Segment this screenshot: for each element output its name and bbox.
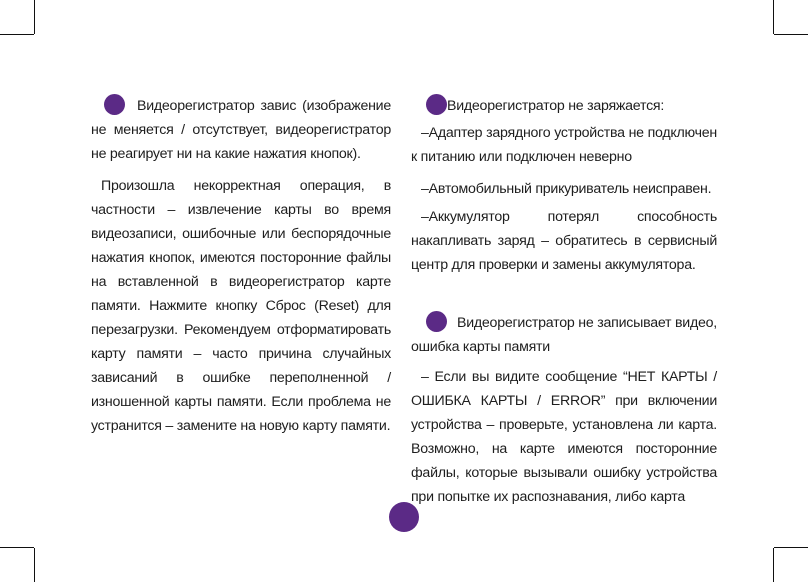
crop-mark-top-left-h bbox=[0, 34, 34, 35]
section-charging-title bbox=[411, 94, 717, 118]
section-recording-title-text: Видеорегистратор не записывает видео, ошибка карты памяти bbox=[411, 315, 717, 355]
crop-mark-bottom-left-h bbox=[0, 547, 34, 548]
crop-mark-bottom-right-v bbox=[773, 548, 774, 582]
charging-item-2: –Автомобильный прикуриватель неисправен. bbox=[421, 181, 712, 197]
crop-mark-top-right-h bbox=[774, 34, 808, 35]
bullet-icon bbox=[104, 94, 125, 115]
section-recording-body: – Если вы видите сообщение “НЕТ КАРТЫ / ОШИБКА КАРТЫ / ERROR” при включении устройства – проверьте, установлена ли карта. Возможно, на карте имеются посторонние файлы, которые вызывали ошибку устройства при попытке их распознавания, либо карта bbox=[411, 369, 717, 505]
crop-mark-bottom-left-v bbox=[34, 548, 35, 582]
left-column bbox=[91, 94, 391, 438]
crop-mark-top-left-v bbox=[34, 0, 35, 34]
section-recording-title bbox=[411, 311, 717, 359]
crop-mark-bottom-right-h bbox=[774, 547, 808, 548]
section-frozen-body: Произошла некорректная операция, в частности – извлечение карты во время видеозаписи, ошибочные или беспорядочные нажатия кнопок, имеются посторонние файлы на вставленной в видеорегистратор карте памяти. Нажмите кнопку Сброс (Reset) для перезагрузки. Рекомендуем отформатировать карту памяти – часто причина случайных зависаний в ошибке переполненной / изношенной карты памяти. Если проблема не устранится – замените на новую карту памяти. bbox=[91, 178, 391, 434]
section-charging-title-text: Видеорегистратор не заряжается: bbox=[447, 98, 665, 114]
bullet-icon bbox=[426, 94, 447, 115]
section-frozen-title-text: Видеорегистратор завис (изображение не меняется / отсутствует, видеорегистратор не реагирует ни на какие нажатия кнопок). bbox=[91, 98, 391, 162]
page-marker-dot bbox=[389, 502, 419, 532]
spacer bbox=[91, 166, 391, 174]
charging-item-1: –Адаптер зарядного устройства не подключен к питанию или подключен неверно bbox=[411, 125, 717, 165]
crop-mark-top-right-v bbox=[773, 0, 774, 34]
section-frozen-title bbox=[91, 94, 391, 166]
spacer bbox=[411, 169, 717, 177]
spacer bbox=[411, 277, 717, 311]
right-column bbox=[411, 94, 717, 509]
bullet-icon bbox=[426, 311, 447, 332]
charging-item-3: –Аккумулятор потерял способность накапливать заряд – обратитесь в сервисный центр для проверки и замены аккумулятора. bbox=[411, 209, 717, 273]
